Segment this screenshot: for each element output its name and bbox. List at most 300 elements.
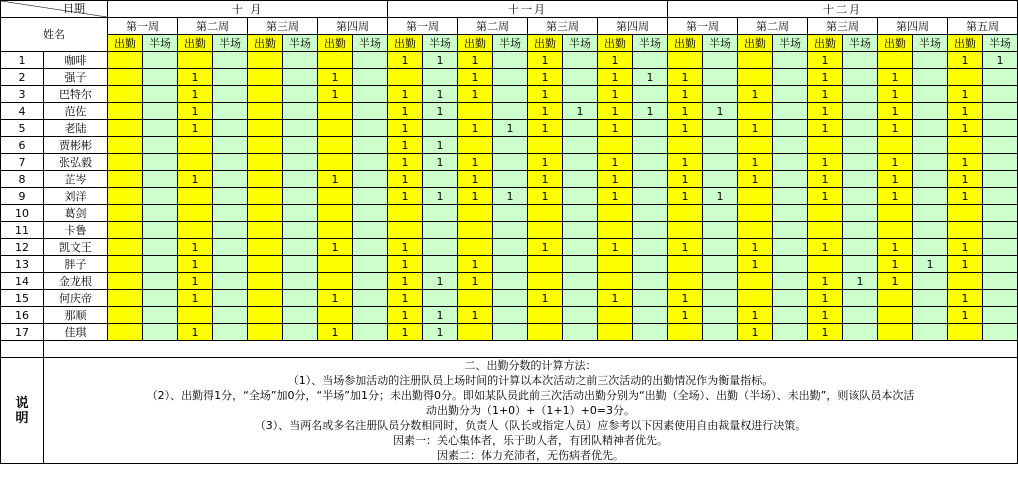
half-cell [353,307,388,324]
attend-cell [248,256,283,273]
half-cell: 1 [423,52,458,69]
attend-cell [178,188,213,205]
attend-cell: 1 [388,273,423,290]
attend-cell: 1 [878,86,913,103]
half-subheader: 半场 [353,35,388,52]
week-header: 第四周 [598,18,668,35]
attend-cell [318,188,353,205]
half-cell [283,256,318,273]
half-cell [773,222,808,239]
member-name: 刘洋 [44,188,108,205]
attend-cell: 1 [668,69,703,86]
attend-cell: 1 [668,86,703,103]
attend-subheader: 出勤 [668,35,703,52]
half-cell [843,256,878,273]
attend-cell [318,52,353,69]
attend-cell: 1 [528,290,563,307]
attend-cell: 1 [668,120,703,137]
attend-cell [668,52,703,69]
half-cell: 1 [633,69,668,86]
member-name: 凯文王 [44,239,108,256]
half-cell [983,188,1018,205]
half-cell [633,324,668,341]
row-number: 2 [1,69,44,86]
attend-cell: 1 [948,154,983,171]
attend-cell: 1 [178,86,213,103]
attend-cell: 1 [388,154,423,171]
half-cell [773,86,808,103]
half-cell [843,290,878,307]
half-cell [633,273,668,290]
half-subheader: 半场 [983,35,1018,52]
half-cell [843,188,878,205]
half-cell [913,52,948,69]
attend-cell [108,120,143,137]
half-cell [913,69,948,86]
attend-cell [318,222,353,239]
attend-cell: 1 [178,256,213,273]
half-cell [773,171,808,188]
week-header: 第五周 [948,18,1018,35]
attend-cell: 1 [178,120,213,137]
attend-cell [738,188,773,205]
attend-cell: 1 [598,171,633,188]
half-cell [493,137,528,154]
attend-cell [528,205,563,222]
month-header: 十 月 [108,1,388,18]
attend-cell [318,273,353,290]
half-cell [493,324,528,341]
week-header: 第三周 [528,18,598,35]
member-name: 佳琪 [44,324,108,341]
row-number: 11 [1,222,44,239]
half-cell [213,103,248,120]
half-cell [353,52,388,69]
attend-cell [808,205,843,222]
notes-line: （2）、出勤得1分，“全场”加0分，“半场”加1分；未出勤得0分。即如某队员此前三次活动出勤分别为“出勤（全场）、出勤（半场）、未出勤”，则该队员本次活 [146,389,915,402]
attend-cell: 1 [388,103,423,120]
attend-cell [598,137,633,154]
half-cell [493,290,528,307]
attend-cell: 1 [738,171,773,188]
attend-cell [178,307,213,324]
row-number: 15 [1,290,44,307]
name-column-header: 姓名 [1,18,108,52]
half-cell [773,239,808,256]
half-cell [213,324,248,341]
half-cell [563,69,598,86]
attend-subheader: 出勤 [318,35,353,52]
half-cell [773,205,808,222]
half-cell [143,222,178,239]
half-cell [703,137,738,154]
half-cell [353,69,388,86]
table-row [1,188,1018,205]
attend-cell: 1 [948,52,983,69]
half-cell [703,307,738,324]
half-cell [283,171,318,188]
half-cell: 1 [423,154,458,171]
half-cell: 1 [493,188,528,205]
half-cell [913,154,948,171]
attend-cell [248,52,283,69]
attend-cell: 1 [598,103,633,120]
attend-subheader: 出勤 [528,35,563,52]
attend-cell: 1 [528,69,563,86]
half-cell [283,120,318,137]
attend-cell [178,154,213,171]
table-row [1,256,1018,273]
attend-cell: 1 [388,188,423,205]
half-cell [213,307,248,324]
attend-cell [458,137,493,154]
attend-cell: 1 [318,239,353,256]
half-cell [773,188,808,205]
half-cell [913,120,948,137]
attend-cell [108,188,143,205]
attend-cell: 1 [808,307,843,324]
half-cell [493,239,528,256]
attend-cell [178,52,213,69]
half-cell [843,154,878,171]
member-name: 何庆帝 [44,290,108,307]
attend-cell: 1 [738,307,773,324]
half-cell [633,307,668,324]
half-cell [353,154,388,171]
half-cell [353,273,388,290]
attend-cell: 1 [738,154,773,171]
half-cell [983,86,1018,103]
half-cell [843,137,878,154]
half-cell [983,324,1018,341]
table-row [1,103,1018,120]
row-number: 8 [1,171,44,188]
half-cell [633,171,668,188]
half-cell [143,69,178,86]
table-row [1,154,1018,171]
attend-cell: 1 [878,273,913,290]
attend-cell [108,324,143,341]
attend-cell: 1 [878,120,913,137]
half-cell [493,307,528,324]
half-cell [843,69,878,86]
half-cell: 1 [983,52,1018,69]
attend-cell: 1 [598,154,633,171]
attend-cell: 1 [808,324,843,341]
half-cell: 1 [703,103,738,120]
member-name: 巴特尔 [44,86,108,103]
attend-cell [528,222,563,239]
attend-cell: 1 [528,239,563,256]
half-subheader: 半场 [423,35,458,52]
attend-cell: 1 [388,171,423,188]
attend-cell [948,205,983,222]
half-subheader: 半场 [283,35,318,52]
attend-cell: 1 [458,188,493,205]
row-number: 6 [1,137,44,154]
half-cell [703,222,738,239]
week-header: 第三周 [808,18,878,35]
half-cell [843,52,878,69]
half-subheader: 半场 [213,35,248,52]
half-cell: 1 [423,273,458,290]
attend-cell [458,239,493,256]
attend-cell: 1 [808,290,843,307]
half-cell [423,171,458,188]
half-cell [353,103,388,120]
attend-cell [108,171,143,188]
week-header: 第二周 [458,18,528,35]
half-cell [143,324,178,341]
attend-cell [668,324,703,341]
attend-cell [738,103,773,120]
half-cell [563,273,598,290]
half-cell [213,154,248,171]
row-number: 3 [1,86,44,103]
half-cell [563,239,598,256]
date-label: 日期 [63,2,85,15]
row-number: 14 [1,273,44,290]
half-cell [843,239,878,256]
attend-cell [108,222,143,239]
half-cell [703,273,738,290]
half-subheader: 半场 [843,35,878,52]
half-cell: 1 [843,273,878,290]
half-cell [353,171,388,188]
half-cell [143,256,178,273]
attend-cell: 1 [738,120,773,137]
attend-cell [318,154,353,171]
attend-cell [388,205,423,222]
attend-cell [668,137,703,154]
attend-cell: 1 [808,188,843,205]
attend-cell: 1 [528,154,563,171]
attend-cell: 1 [458,256,493,273]
attend-cell: 1 [178,273,213,290]
half-cell [283,307,318,324]
table-row [1,290,1018,307]
notes-side-text: 说明 [15,395,29,426]
half-cell [213,188,248,205]
row-number: 16 [1,307,44,324]
half-cell [213,52,248,69]
half-cell [703,290,738,307]
half-cell [983,120,1018,137]
half-cell [143,290,178,307]
half-cell [283,137,318,154]
notes-line: （3）、当两名或多名注册队员分数相同时，负责人（队长或指定人员）应参考以下因素使用自由裁量权进行决策。 [254,419,807,432]
half-cell [983,222,1018,239]
attend-cell [528,324,563,341]
attend-cell [108,52,143,69]
attend-cell [598,324,633,341]
attend-cell [318,137,353,154]
half-cell [213,120,248,137]
attend-cell [108,103,143,120]
attend-cell: 1 [458,120,493,137]
attend-cell [178,222,213,239]
half-cell [773,120,808,137]
half-cell [913,137,948,154]
half-cell [283,273,318,290]
week-header: 第四周 [878,18,948,35]
attend-cell [248,171,283,188]
half-cell [913,324,948,341]
attend-cell [948,69,983,86]
notes-line: 二、出勤分数的计算方法： [464,359,597,372]
half-cell [283,52,318,69]
attend-cell [808,137,843,154]
attend-cell [108,256,143,273]
half-cell [703,86,738,103]
attend-cell [108,290,143,307]
table-row [1,120,1018,137]
half-cell [493,52,528,69]
half-cell [493,103,528,120]
half-cell [703,324,738,341]
half-cell [353,290,388,307]
attend-cell [108,239,143,256]
attend-cell [878,324,913,341]
half-cell [913,290,948,307]
attend-subheader: 出勤 [808,35,843,52]
half-cell [843,307,878,324]
half-subheader: 半场 [773,35,808,52]
attend-cell: 1 [948,188,983,205]
attend-cell: 1 [878,171,913,188]
attend-cell: 1 [878,239,913,256]
half-cell [773,103,808,120]
attend-cell: 1 [738,324,773,341]
attend-cell: 1 [878,69,913,86]
attend-cell [948,137,983,154]
half-subheader: 半场 [633,35,668,52]
attend-cell: 1 [948,86,983,103]
attend-cell: 1 [808,171,843,188]
half-cell [983,137,1018,154]
half-cell [773,273,808,290]
half-cell [913,239,948,256]
half-cell [563,188,598,205]
notes-panel [44,358,1018,464]
attend-cell: 1 [528,171,563,188]
half-cell [703,239,738,256]
half-cell [983,256,1018,273]
half-cell [283,188,318,205]
half-cell [983,205,1018,222]
half-cell: 1 [913,256,948,273]
half-cell [913,171,948,188]
half-cell [563,256,598,273]
half-cell [143,273,178,290]
attend-cell: 1 [178,103,213,120]
week-header: 第二周 [738,18,808,35]
half-cell [913,188,948,205]
half-cell [563,307,598,324]
attend-cell [248,290,283,307]
attend-cell: 1 [458,86,493,103]
attend-cell: 1 [318,69,353,86]
attend-cell: 1 [668,290,703,307]
notes-line: 动出勤分为（1+0）+（1+1）+0=3分。 [425,404,636,417]
attend-cell [178,205,213,222]
attend-cell [458,205,493,222]
half-cell [563,154,598,171]
half-cell [143,171,178,188]
attend-cell: 1 [388,120,423,137]
attend-cell [318,256,353,273]
half-cell [283,324,318,341]
half-cell [493,256,528,273]
member-name: 那顺 [44,307,108,324]
half-cell [633,239,668,256]
half-cell [563,290,598,307]
half-cell [213,290,248,307]
attend-cell [738,52,773,69]
attend-cell: 1 [388,307,423,324]
half-cell [563,86,598,103]
half-cell: 1 [423,103,458,120]
half-cell [353,86,388,103]
half-cell [913,205,948,222]
half-cell [283,239,318,256]
half-cell [283,69,318,86]
attend-cell: 1 [668,103,703,120]
half-cell [283,86,318,103]
member-name: 范佐 [44,103,108,120]
attend-cell [598,222,633,239]
half-subheader: 半场 [143,35,178,52]
attend-cell: 1 [178,171,213,188]
attend-subheader: 出勤 [948,35,983,52]
half-cell [353,239,388,256]
attend-cell [178,137,213,154]
attend-cell [878,205,913,222]
half-cell [703,154,738,171]
member-name: 芷岑 [44,171,108,188]
attend-cell [738,290,773,307]
attend-cell: 1 [668,239,703,256]
half-cell [843,120,878,137]
half-cell [143,137,178,154]
half-cell [353,188,388,205]
half-cell [983,239,1018,256]
half-cell [283,222,318,239]
attend-cell [248,188,283,205]
attend-cell [738,222,773,239]
week-header: 第一周 [668,18,738,35]
half-cell [353,137,388,154]
half-cell [913,307,948,324]
row-number: 4 [1,103,44,120]
attend-cell: 1 [878,154,913,171]
half-cell: 1 [633,103,668,120]
half-cell [423,120,458,137]
half-cell [213,171,248,188]
half-cell [563,205,598,222]
half-cell [213,239,248,256]
attend-cell: 1 [178,69,213,86]
half-cell [283,205,318,222]
member-name: 葛剑 [44,205,108,222]
attend-cell: 1 [388,256,423,273]
attend-cell: 1 [388,324,423,341]
attend-cell [248,69,283,86]
half-cell [563,120,598,137]
half-cell [633,154,668,171]
attend-cell [248,154,283,171]
half-cell [563,171,598,188]
